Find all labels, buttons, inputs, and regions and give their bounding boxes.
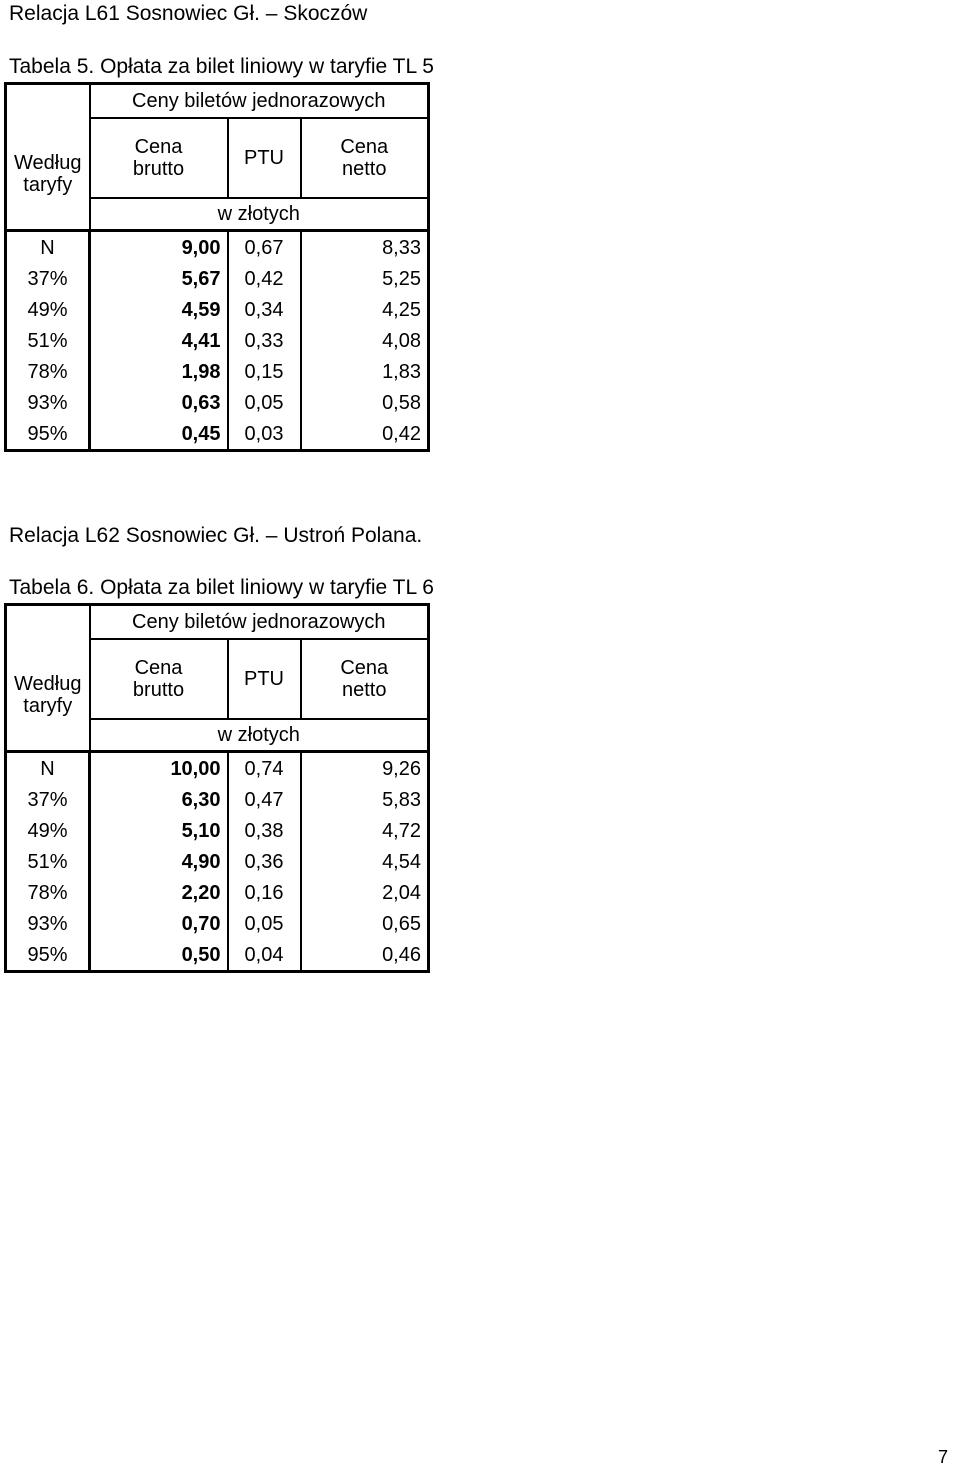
net-cell: 5,83 — [382, 788, 421, 811]
net-cell: 5,25 — [382, 267, 421, 290]
vat-cell: 0,33 — [228, 325, 301, 356]
unit-header: w złotych — [90, 198, 429, 231]
gross-header — [90, 639, 228, 719]
relation-heading-l61: Relacja L61 Sosnowiec Gł. – Skoczów — [9, 2, 368, 25]
gross-cell: 4,90 — [90, 846, 228, 877]
vat-cell: 0,38 — [228, 815, 301, 846]
net-cell: 0,65 — [382, 912, 421, 935]
vat-cell: 0,67 — [228, 231, 301, 264]
table-6-caption: Tabela 6. Opłata za bilet liniowy w taryfie TL 6 — [9, 576, 434, 599]
group-header: Ceny biletów jednorazowych — [90, 84, 429, 119]
tariff-header — [6, 118, 90, 231]
group-header: Ceny biletów jednorazowych — [90, 605, 429, 640]
vat-cell: 0,16 — [228, 877, 301, 908]
net-header — [301, 118, 429, 198]
corner-cell — [6, 84, 90, 119]
net-header-line2: netto — [342, 158, 387, 180]
tariff-cell: 51% — [6, 325, 90, 356]
tariff-cell: 93% — [6, 387, 90, 418]
vat-cell: 0,36 — [228, 846, 301, 877]
gross-cell: 4,59 — [90, 294, 228, 325]
tariff-cell: 49% — [6, 815, 90, 846]
table-row — [6, 294, 429, 325]
net-cell: 2,04 — [382, 881, 421, 904]
net-cell: 4,72 — [382, 819, 421, 842]
gross-cell: 2,20 — [90, 877, 228, 908]
tariff-cell: N — [6, 231, 90, 264]
net-header — [301, 639, 429, 719]
vat-header: PTU — [228, 639, 301, 719]
tariff-cell: 95% — [6, 418, 90, 451]
table-row — [6, 752, 429, 785]
net-cell: 4,54 — [382, 850, 421, 873]
vat-cell: 0,15 — [228, 356, 301, 387]
net-cell: 4,25 — [382, 298, 421, 321]
table-row — [6, 325, 429, 356]
vat-cell: 0,05 — [228, 908, 301, 939]
tariff-cell: 51% — [6, 846, 90, 877]
page-number: 7 — [938, 1447, 949, 1467]
gross-header-line2: brutto — [132, 158, 185, 180]
vat-cell: 0,04 — [228, 939, 301, 972]
gross-cell: 0,70 — [90, 908, 228, 939]
tariff-header-line2: taryfy — [23, 694, 73, 717]
table-row — [6, 418, 429, 451]
table-5-caption: Tabela 5. Opłata za bilet liniowy w taryfie TL 5 — [9, 55, 434, 78]
net-header-line2: netto — [342, 679, 387, 701]
vat-cell: 0,42 — [228, 263, 301, 294]
gross-cell: 6,30 — [90, 784, 228, 815]
table-row — [6, 877, 429, 908]
tariff-header-line1: Według — [14, 672, 82, 695]
table-row — [6, 356, 429, 387]
net-cell: 4,08 — [382, 329, 421, 352]
tariff-cell: 78% — [6, 877, 90, 908]
gross-header-line1: Cena — [134, 657, 183, 679]
tariff-header-line1: Według — [14, 151, 82, 174]
gross-cell: 0,50 — [90, 939, 228, 972]
vat-cell: 0,03 — [228, 418, 301, 451]
vat-header: PTU — [228, 118, 301, 198]
tariff-cell: 93% — [6, 908, 90, 939]
gross-header-line1: Cena — [134, 136, 183, 158]
net-header-line1: Cena — [340, 136, 389, 158]
net-cell: 1,83 — [382, 360, 421, 383]
table-row — [6, 387, 429, 418]
gross-header — [90, 118, 228, 198]
vat-cell: 0,34 — [228, 294, 301, 325]
gross-cell: 10,00 — [90, 752, 228, 785]
table-row — [6, 263, 429, 294]
gross-cell: 5,67 — [90, 263, 228, 294]
tariff-header — [6, 639, 90, 752]
table-row — [6, 784, 429, 815]
gross-cell: 0,63 — [90, 387, 228, 418]
gross-cell: 4,41 — [90, 325, 228, 356]
vat-cell: 0,05 — [228, 387, 301, 418]
net-cell: 0,46 — [382, 943, 421, 966]
fare-table-tl6 — [4, 603, 430, 973]
net-cell: 0,58 — [382, 391, 421, 414]
tariff-cell: 37% — [6, 263, 90, 294]
net-cell: 8,33 — [301, 231, 429, 264]
table-row — [6, 231, 429, 264]
net-header-line1: Cena — [340, 657, 389, 679]
tariff-cell: 95% — [6, 939, 90, 972]
tariff-cell: N — [6, 752, 90, 785]
fare-table-tl5 — [4, 82, 430, 452]
table-row — [6, 939, 429, 972]
gross-cell: 5,10 — [90, 815, 228, 846]
gross-cell: 1,98 — [90, 356, 228, 387]
corner-cell — [6, 605, 90, 640]
relation-heading-l62: Relacja L62 Sosnowiec Gł. – Ustroń Polana. — [9, 524, 423, 547]
net-cell: 0,42 — [382, 422, 421, 445]
tariff-header-line2: taryfy — [23, 173, 73, 196]
table-row — [6, 815, 429, 846]
gross-header-line2: brutto — [132, 679, 185, 701]
tariff-cell: 78% — [6, 356, 90, 387]
tariff-cell: 37% — [6, 784, 90, 815]
table-row — [6, 908, 429, 939]
gross-cell: 9,00 — [90, 231, 228, 264]
net-cell: 9,26 — [301, 752, 429, 785]
vat-cell: 0,74 — [228, 752, 301, 785]
tariff-cell: 49% — [6, 294, 90, 325]
gross-cell: 0,45 — [90, 418, 228, 451]
vat-cell: 0,47 — [228, 784, 301, 815]
table-row — [6, 846, 429, 877]
unit-header: w złotych — [90, 719, 429, 752]
